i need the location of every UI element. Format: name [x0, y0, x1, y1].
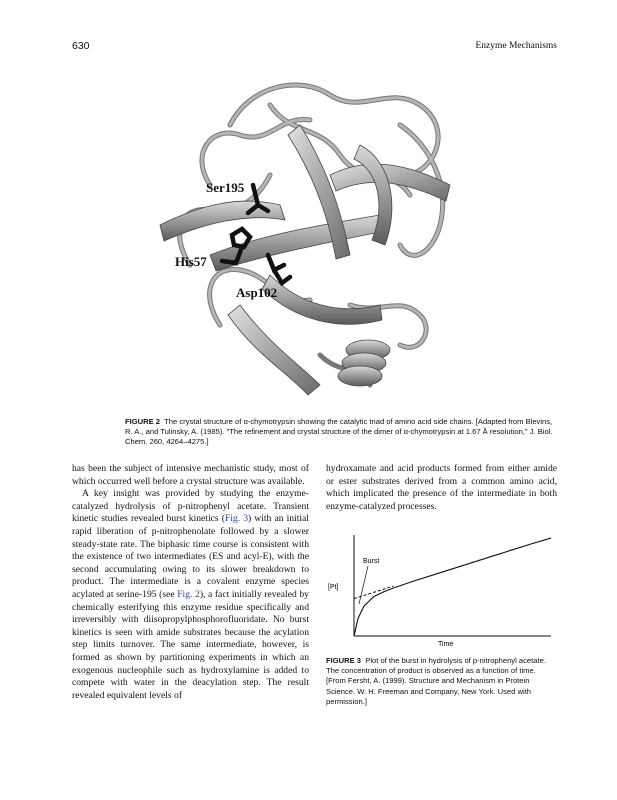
figure-3-caption: [326, 656, 557, 707]
alpha-helix: [338, 340, 390, 386]
running-title: Enzyme Mechanisms: [475, 41, 557, 51]
left-paragraph-1: has been the subject of intensive mechanistic study, most of which occurred well before a crystal structure was available.: [72, 463, 309, 487]
figure-2-label: FIGURE 2: [125, 417, 161, 426]
right-column: [326, 463, 557, 513]
burst-pointer: [359, 566, 368, 604]
figure-2-caption-text: The crystal structure of α-chymotrypsin showing the catalytic triad of amino acid side chains. [Adapted from Blevins, R. A., and Tulinsky, A. (1985). "The refinement and crystal structure of the dimer of α-chymotrypsin at 1.67 Å resolution," J. Biol. Chem. 260, 4264–4275.]: [125, 417, 553, 447]
label-asp102: Asp102: [236, 285, 278, 300]
figure-3-label: FIGURE 3: [326, 656, 362, 665]
series-line-product: [354, 538, 551, 636]
protein-ribbon-illustration: [150, 65, 480, 405]
left-column: [72, 463, 309, 702]
label-ser195: Ser195: [206, 180, 245, 195]
figure-2-caption: [125, 417, 557, 448]
x-axis-label: Time: [438, 641, 454, 648]
label-his57: His57: [175, 254, 207, 269]
y-axis-label: [Pt]: [328, 584, 339, 591]
burst-kinetics-plot: [326, 532, 556, 652]
figure-3-chart: [326, 532, 556, 652]
right-paragraph-1: hydroxamate and acid products formed from either amide or ester substrates derived from a common amino acid, which implicated the presence of the intermediate in both enzyme-catalyzed processes.: [326, 463, 557, 512]
fig-2-link[interactable]: Fig. 2: [177, 588, 200, 600]
page-number: 630: [72, 40, 90, 52]
fig-3-link[interactable]: Fig. 3: [224, 513, 249, 525]
left-paragraph-2: A key insight was provided by studying the enzyme-catalyzed hydrolysis of p-nitrophenyl acetate. Transient kinetic studies revealed burst kinetics (Fig. 3) with an initial rapid liberation of p-nitrophenolate followed by a slower steady-state rate. The biphasic time course is consistent with the existence of two intermediates (ES and acyl-E), with the second accumulating owing to its slower breakdown to product. The intermediate is a covalent enzyme species acylated at serine-195 (see Fig. 2), a fact initially revealed by chemically esterifying this enzyme residue specifically and irreversibly with diisopropylphosphorofluoridate. No burst kinetics is seen with amide substrates because the acylation step limits turnover. The same intermediate, however, is formed as shown by partitioning experiments in which an exogenous nucleophile such as hydroxylamine is added to compete with water in the deacylation step. The result revealed equivalent levels of: [72, 488, 309, 701]
burst-annotation: Burst: [363, 558, 380, 565]
figure-2-protein-structure: [150, 65, 480, 405]
figure-3-caption-text: Plot of the burst in hydrolysis of p-nitrophenyl acetate. The concentration of product is observed as a function of time. [From Fersht, A. (1999). Structure and Mechanism in Protein Science. W. H. Freeman and Company, New York. Used with permission.]: [326, 656, 546, 706]
